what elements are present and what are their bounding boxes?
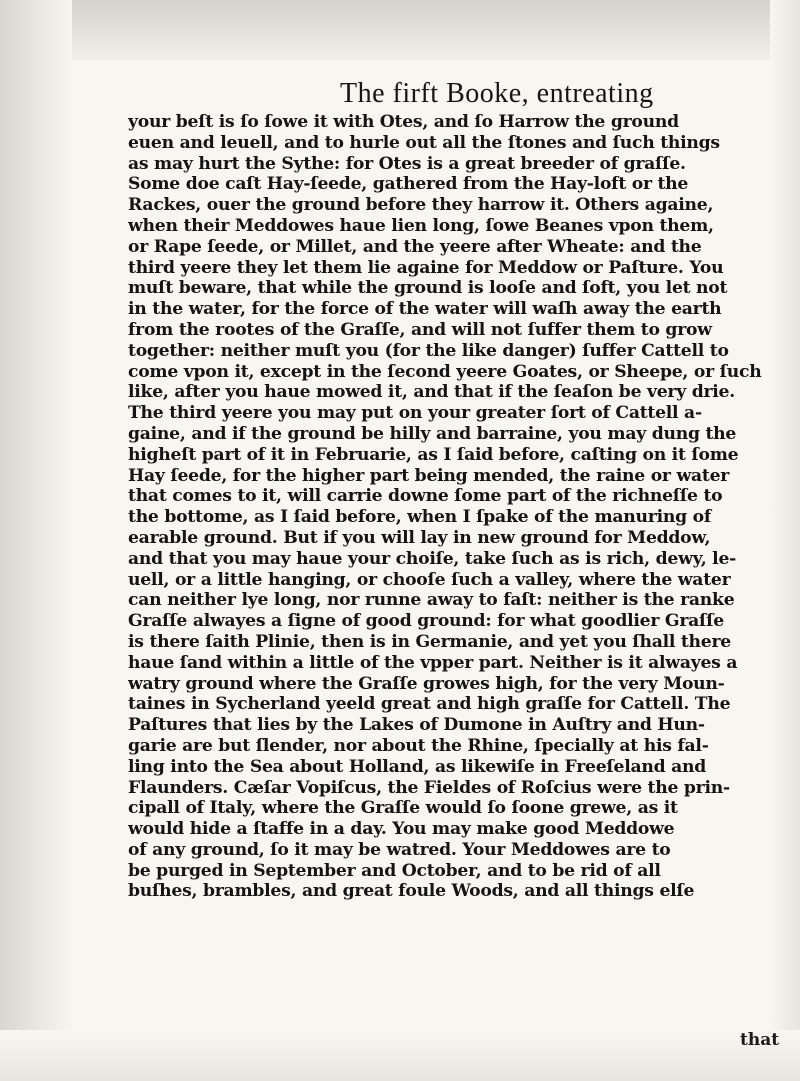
text-line: as may hurt the Sythe: for Otes is a great breeder of graſſe. xyxy=(128,153,686,174)
text-line: third yeere they let them lie againe for Meddow or Paſture. You xyxy=(128,257,724,278)
text-line: euen and leuell, and to hurle out all the ſtones and ſuch things xyxy=(128,132,720,153)
text-line: watry ground where the Graſſe growes high, for the very Moun- xyxy=(128,673,725,694)
text-line: gaine, and if the ground be hilly and barraine, you may dung the xyxy=(128,423,737,444)
text-line: and that you may haue your choiſe, take ſuch as is rich, dewy, le- xyxy=(128,548,737,569)
text-line: cipall of Italy, where the Graſſe would ſo ſoone grewe, as it xyxy=(128,798,678,819)
text-line: is there ſaith Plinie, then is in Germanie, and yet you ſhall there xyxy=(128,631,731,652)
catchword: that xyxy=(740,1030,780,1050)
text-line: the bottome, as I ſaid before, when I ſpake of the manuring of xyxy=(128,507,711,528)
text-line: higheſt part of it in Februarie, as I ſaid before, caſting on it ſome xyxy=(128,444,739,465)
text-line: garie are but ſlender, nor about the Rhine, ſpecially at his fal- xyxy=(128,735,709,756)
text-line: uell, or a little hanging, or chooſe ſuch a valley, where the water xyxy=(128,569,731,590)
text-line: together: neither muſt you (for the like danger) ſuffer Cattell to xyxy=(128,340,729,361)
text-line: earable ground. But if you will lay in new ground for Meddow, xyxy=(128,527,711,548)
text-line: can neither lye long, nor runne away to faſt: neither is the ranke xyxy=(128,590,735,611)
text-line: Rackes, ouer the ground before they harrow it. Others againe, xyxy=(128,195,714,216)
text-line: in the water, for the force of the water will waſh away the earth xyxy=(128,299,722,320)
text-line: your beſt is ſo ſowe it with Otes, and ſo Harrow the ground xyxy=(128,112,679,132)
running-header-title: The firft Booke, entreating xyxy=(340,78,654,109)
text-line: of any ground, ſo it may be watred. Your Meddowes are to xyxy=(128,839,671,860)
scan-margin-left xyxy=(0,0,72,1081)
text-line: would hide a ſtaffe in a day. You may make good Meddowe xyxy=(128,819,675,840)
text-line: The third yeere you may put on your greater ſort of Cattell a- xyxy=(128,403,702,424)
text-line: taines in Sycherland yeeld great and high graſſe for Cattell. The xyxy=(128,694,731,715)
text-line: haue ſand within a little of the vpper part. Neither is it alwayes a xyxy=(128,652,738,673)
text-line: Graſſe alwayes a ſigne of good ground: for what goodlier Graſſe xyxy=(128,611,724,632)
body-text xyxy=(128,112,782,902)
text-line: buſhes, brambles, and great foule Woods, and all things elſe xyxy=(128,881,695,902)
text-line: ling into the Sea about Holland, as likewiſe in Freeſeland and xyxy=(128,756,707,777)
scan-margin-bottom xyxy=(0,1030,800,1081)
text-line: from the rootes of the Graſſe, and will not ſuffer them to grow xyxy=(128,319,712,340)
scan-margin-top xyxy=(0,0,800,60)
text-line: Hay ſeede, for the higher part being mended, the raine or water xyxy=(128,465,730,486)
text-line: muſt beware, that while the ground is looſe and ſoft, you let not xyxy=(128,278,728,299)
text-line: be purged in September and October, and to be rid of all xyxy=(128,860,661,881)
text-line: Paſtures that lies by the Lakes of Dumone in Auſtry and Hun- xyxy=(128,715,705,736)
text-line: Flaunders. Cæſar Vopiſcus, the Fieldes of Roſcius were the prin- xyxy=(128,777,730,798)
text-line: come vpon it, except in the ſecond yeere Goates, or Sheepe, or ſuch xyxy=(128,361,762,382)
text-line: that comes to it, will carrie downe ſome part of the richneſſe to xyxy=(128,486,723,507)
text-line: like, after you haue mowed it, and that if the ſeaſon be very drie. xyxy=(128,382,735,403)
text-line: Some doe caſt Hay-ſeede, gathered from the Hay-loft or the xyxy=(128,174,689,195)
text-line: when their Meddowes haue lien long, ſowe Beanes vpon them, xyxy=(128,215,714,236)
text-line: or Rape ſeede, or Millet, and the yeere after Wheate: and the xyxy=(128,236,702,257)
